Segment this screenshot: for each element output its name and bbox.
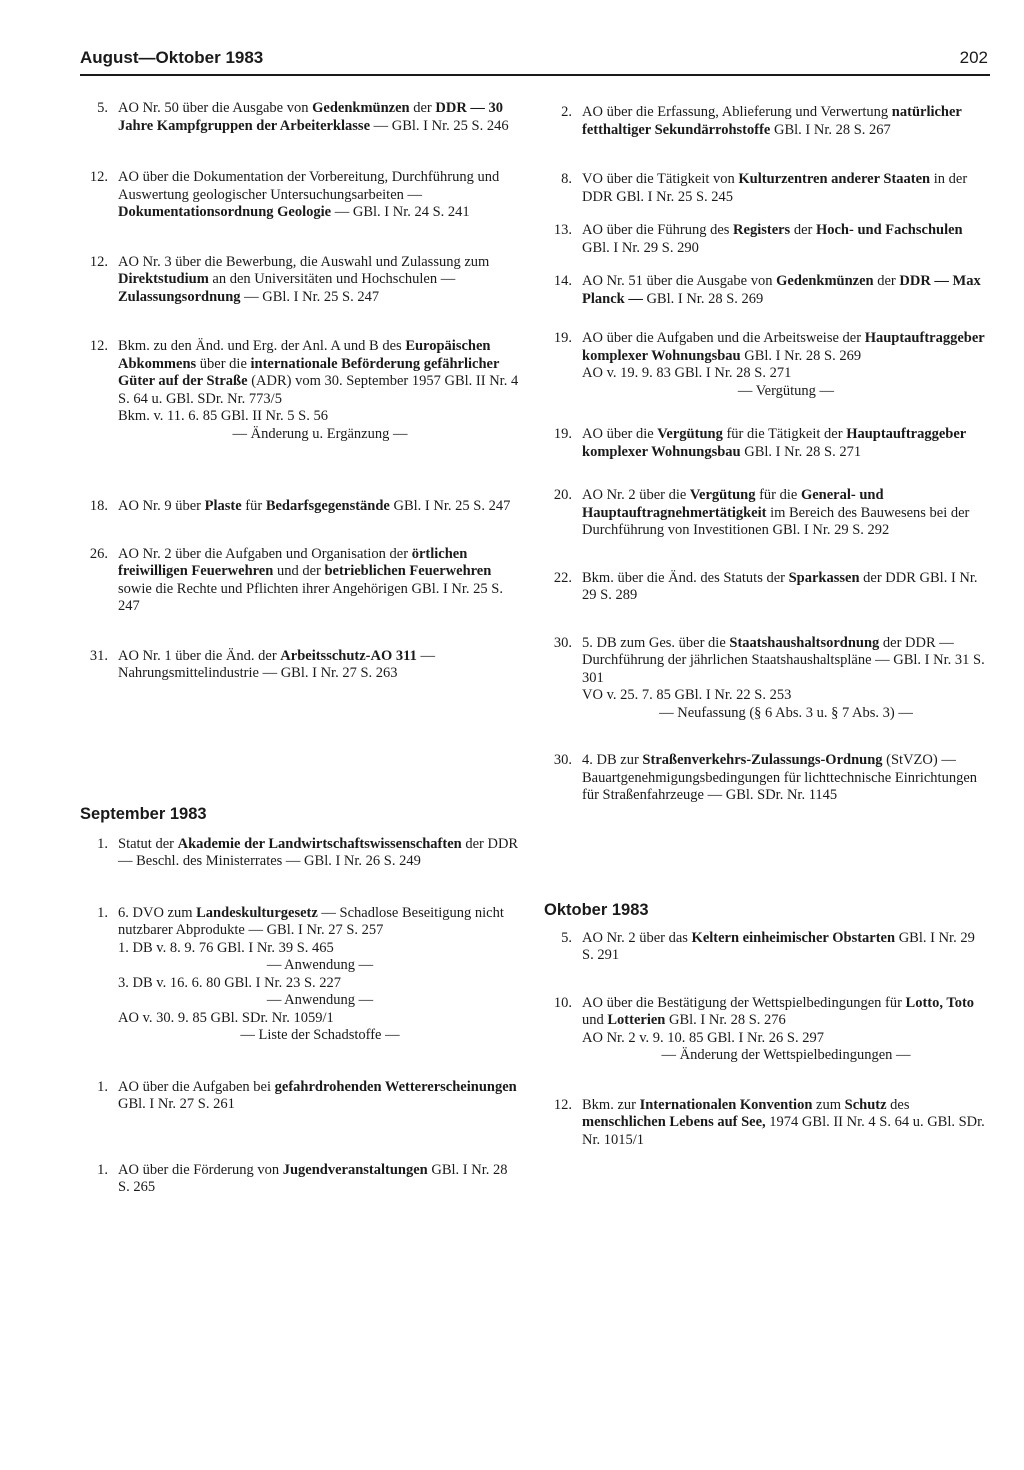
- list-item: 20. AO Nr. 2 über die Vergütung für die General- und Hauptauftragnehmertätigkeit im Bereich des Bauwesens bei der Durchführung von Investitionen GBl. I Nr. 29 S. 292: [553, 487, 970, 538]
- list-item: 12. AO Nr. 3 über die Bewerbung, die Auswahl und Zulassung zum Direktstudium an den Universitäten und Hochschulen — Zulassungsordnung — GBl. I Nr. 25 S. 247: [89, 253, 490, 305]
- list-item: 1. 6. DVO zum Landeskulturgesetz — Schadlose Beseitigung nicht nutzbarer Abprodukte — GBl. I Nr. 27 S. 257 1. DB v. 8. 9. 76 GBl. I Nr. 39 S. 465 — Anwendung — 3. DB v. 16. 6. 80 GBl. I Nr. 23 S. 227 — Anwendung — AO v. 30. 9. 85 GBl. SDr. Nr. 1059/1 — Liste der Schadstoffe —: [97, 904, 504, 1043]
- list-item: 12. AO über die Dokumentation der Vorbereitung, Durchführung und Auswertung geologischer Untersuchungsarbeiten — Dokumentationsordnung Geologie — GBl. I Nr. 24 S. 241: [89, 169, 500, 220]
- list-item: 1. AO über die Aufgaben bei gefahrdrohenden Wettererscheinungen GBl. I Nr. 27 S. 261: [97, 1078, 517, 1112]
- page-title: August—Oktober 1983: [80, 48, 264, 67]
- page-header: [80, 44, 990, 76]
- list-item: 18. AO Nr. 9 über Plaste für Bedarfsgegenstände GBl. I Nr. 25 S. 247: [89, 498, 511, 514]
- section-heading-oktober: Oktober 1983: [544, 900, 649, 919]
- list-item: 5. AO Nr. 2 über das Keltern einheimischer Obstarten GBl. I Nr. 29 S. 291: [561, 929, 975, 963]
- left-column: [80, 100, 522, 1197]
- list-item: 14. AO Nr. 51 über die Ausgabe von Gedenkmünzen der DDR — Max Planck — GBl. I Nr. 28 S. 269: [553, 273, 981, 307]
- list-item: 30. 4. DB zur Straßenverkehrs-Zulassungs-Ordnung (StVZO) — Bauartgenehmigungsbedingungen für lichttechnische Einrichtungen für Straßenfahrzeuge — GBl. SDr. Nr. 1145: [553, 752, 978, 803]
- list-item: 31. AO Nr. 1 über die Änd. der Arbeitsschutz-AO 311 — Nahrungsmittelindustrie — GBl. I Nr. 27 S. 263: [89, 647, 435, 681]
- list-item: 8. VO über die Tätigkeit von Kulturzentren anderer Staaten in der DDR GBl. I Nr. 25 S. 245: [561, 171, 968, 205]
- right-column: [544, 100, 990, 1149]
- list-item: 19. AO über die Aufgaben und die Arbeitsweise der Hauptauftraggeber komplexer Wohnungsbau GBl. I Nr. 28 S. 269 AO v. 19. 9. 83 GBl. I Nr. 28 S. 271 — Vergütung —: [553, 330, 985, 399]
- list-item: 1. Statut der Akademie der Landwirtschaftswissenschaften der DDR — Beschl. des Ministerrates — GBl. I Nr. 26 S. 249: [97, 835, 519, 869]
- list-item: 5. AO Nr. 50 über die Ausgabe von Gedenkmünzen der DDR — 30 Jahre Kampfgruppen der Arbeiterklasse — GBl. I Nr. 25 S. 246: [97, 100, 509, 134]
- list-item: 10. AO über die Bestätigung der Wettspielbedingungen für Lotto, Toto und Lotterien GBl. I Nr. 28 S. 276 AO Nr. 2 v. 9. 10. 85 GBl. I Nr. 26 S. 297 — Änderung der Wettspielbedingungen —: [553, 994, 975, 1063]
- list-item: 2. AO über die Erfassung, Ablieferung und Verwertung natürlicher fetthaltiger Sekundärrohstoffe GBl. I Nr. 28 S. 267: [561, 104, 962, 138]
- section-heading-september: September 1983: [80, 804, 207, 823]
- list-item: 30. 5. DB zum Ges. über die Staatshaushaltsordnung der DDR — Durchführung der jährlichen Staatshaushaltspläne — GBl. I Nr. 31 S. 301 VO v. 25. 7. 85 GBl. I Nr. 22 S. 253 — Neufassung (§ 6 Abs. 3 u. § 7 Abs. 3) —: [553, 634, 985, 721]
- page-number: 202: [959, 48, 988, 67]
- list-item: 1. AO über die Förderung von Jugendveranstaltungen GBl. I Nr. 28 S. 265: [97, 1161, 508, 1195]
- list-item: 19. AO über die Vergütung für die Tätigkeit der Hauptauftraggeber komplexer Wohnungsbau GBl. I Nr. 28 S. 271: [553, 426, 966, 460]
- list-item: 13. AO über die Führung des Registers der Hoch- und Fachschulen GBl. I Nr. 29 S. 290: [553, 222, 963, 256]
- list-item: 12. Bkm. zur Internationalen Konvention zum Schutz des menschlichen Lebens auf See, 1974 GBl. II Nr. 4 S. 64 u. GBl. SDr. Nr. 1015/1: [553, 1096, 985, 1148]
- list-item: 22. Bkm. über die Änd. des Statuts der Sparkassen der DDR GBl. I Nr. 29 S. 289: [553, 569, 978, 603]
- list-item: 26. AO Nr. 2 über die Aufgaben und Organisation der örtlichen freiwilligen Feuerwehren und der betrieblichen Feuerwehren sowie die Rechte und Pflichten ihrer Angehörigen GBl. I Nr. 25 S. 247: [89, 545, 503, 614]
- list-item: 12. Bkm. zu den Änd. und Erg. der Anl. A und B des Europäischen Abkommens über die internationale Beförderung gefährlicher Güter auf der Straße (ADR) vom 30. September 1957 GBl. II Nr. 4 S. 64 u. GBl. SDr. Nr. 773/5 Bkm. v. 11. 6. 85 GBl. II Nr. 5 S. 56 — Änderung u. Ergänzung —: [89, 338, 519, 442]
